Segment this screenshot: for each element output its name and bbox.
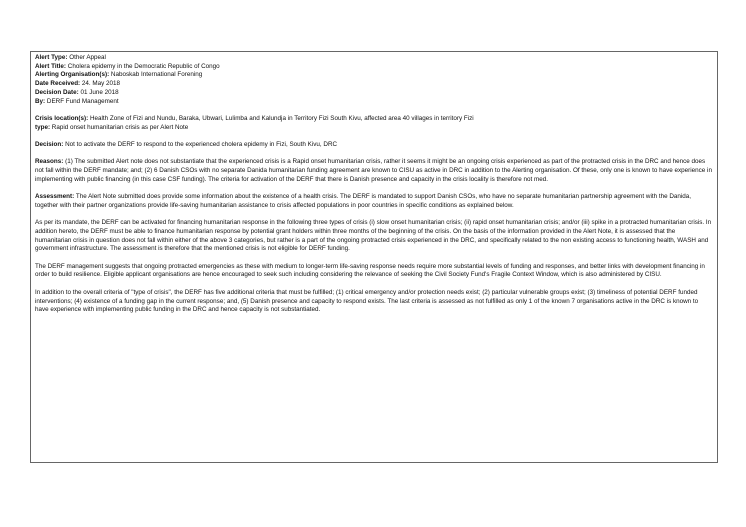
decision-paragraph: [35, 141, 713, 150]
criteria-paragraph: In addition to the overall criteria of "type of crisis", the DERF has five additional criteria that must be fulfilled; (1) critical emergency and/or protection needs exist; (2) particular vulnerable groups exist; (3) timeliness of potential DERF funded interventions; (4) existence of a funding gap in the current response; and, (5) Danish presence and capacity to respond exists. The last criteria is assessed as not fulfilled as only 1 of the known 7 organisations active in the DRC is known to have experience with implementing public funding in the DRC and hence capacity is not substantiated.: [35, 288, 699, 314]
crisis-location-value: Health Zone of Fizi and Nundu, Baraka, Ubwari, Lulimba and Kalundja in Territory Fizi South Kivu, affected area 40 villages in territory Fizi: [89, 114, 474, 122]
by-value: DERF Fund Management: [46, 97, 119, 105]
spacer: [35, 280, 713, 289]
alert-title-value: Cholera epidemy in the Democratic Republic of Congo: [67, 62, 220, 70]
reasons-label: Reasons:: [35, 158, 64, 166]
crisis-type-line: [35, 124, 713, 133]
assessment-text: The Alert Note submitted does provide some information about the existence of a health crisis. The DERF is mandated to support Danish CSOs, who have no separate humanitarian partnership agreement with the Danida, together with their partner organizations provide life-saving humanitarian assistance to crisis affected populations in poor countries in specific conditions as explained below.: [35, 193, 692, 209]
by-line: [35, 98, 713, 107]
decision-document: [30, 51, 718, 463]
alerting-org-line: [35, 71, 713, 80]
alert-title-label: Alert Title:: [35, 62, 67, 70]
alerting-org-value: Naboskab International Forening: [110, 71, 203, 79]
date-received-value: 24. May 2018: [81, 80, 121, 88]
spacer: [35, 254, 713, 263]
crisis-location-label: Crisis location(s):: [35, 114, 89, 122]
spacer: [35, 211, 713, 220]
assessment-label: Assessment:: [35, 193, 75, 201]
management-suggestion-paragraph: The DERF management suggests that ongoing protracted emergencies as these with medium to longer-term life-saving response needs require more substantial levels of funding and responses, and better links with development financing in order to build resilience. Eligible applicant organisations are hence encouraged to seek such including considering the relevance of seeking the Civil Society Fund's Fragile Context Window, which is also administered by CISU.: [35, 262, 705, 279]
decision-date-line: [35, 89, 713, 98]
crisis-type-label: type:: [35, 123, 51, 131]
decision-date-label: Decision Date:: [35, 88, 79, 96]
spacer: [35, 106, 713, 115]
decision-text: Not to activate the DERF to respond to the experienced cholera epidemy in Fizi, South Kivu, DRC: [65, 141, 338, 148]
alert-type-label: Alert Type:: [35, 54, 68, 61]
by-label: By:: [35, 97, 46, 105]
crisis-type-value: Rapid onset humanitarian crisis as per Alert Note: [51, 123, 189, 131]
spacer: [35, 132, 713, 141]
decision-label: Decision:: [35, 141, 64, 148]
alert-type-value: Other Appeal: [69, 54, 106, 61]
reasons-paragraph: [35, 158, 713, 184]
decision-date-value: 01 June 2018: [80, 88, 119, 96]
assessment-paragraph: [35, 193, 713, 210]
reasons-text: (1) The submitted Alert note does not substantiate that the experienced crisis is a Rapid onset humanitarian crisis, rather it seems it might be an ongoing crisis experienced as part of the protracted crisis in the DRC and hence does not fall within the DERF mandate; and; (2) 6 Danish CSOs with no separate Danida humanitarian funding agreement are known to CISU as active in DRC in addition to the Alerting organisation. Of these, only one is known to have experience in implementing with public financing (in this case CSF funding). The criteria for activation of the DERF that there is Danish presence and capacity in the crisis locality is therefore not med.: [35, 158, 712, 183]
spacer: [35, 150, 713, 159]
spacer: [35, 185, 713, 194]
alert-type-line: [35, 54, 713, 63]
date-received-label: Date Received:: [35, 80, 81, 88]
mandate-paragraph: As per its mandate, the DERF can be activated for financing humanitarian response in the following three types of crisis (i) slow onset humanitarian crisis; (ii) rapid onset humanitarian crisis; and/or (iii) spike in a protracted humanitarian crisis. In addition hereto, the DERF must be able to finance humanitarian response by potential grant holders within three months of the beginning of the crisis. On the basis of the information provided in the Alert Note, it is assessed that the humanitarian crisis in question does not fall within either of the above 3 categories, but rather is a part of the ongoing protracted crisis experienced in the DRC, and specifically related to the non existing access to functioning health, WASH and government infrastructure. The assessment is therefore that the mentioned crisis is not eligible for DERF funding.: [35, 219, 712, 253]
alerting-org-label: Alerting Organisation(s):: [35, 71, 110, 79]
date-received-line: [35, 80, 713, 89]
alert-title-line: [35, 63, 713, 72]
crisis-location-line: [35, 115, 713, 124]
